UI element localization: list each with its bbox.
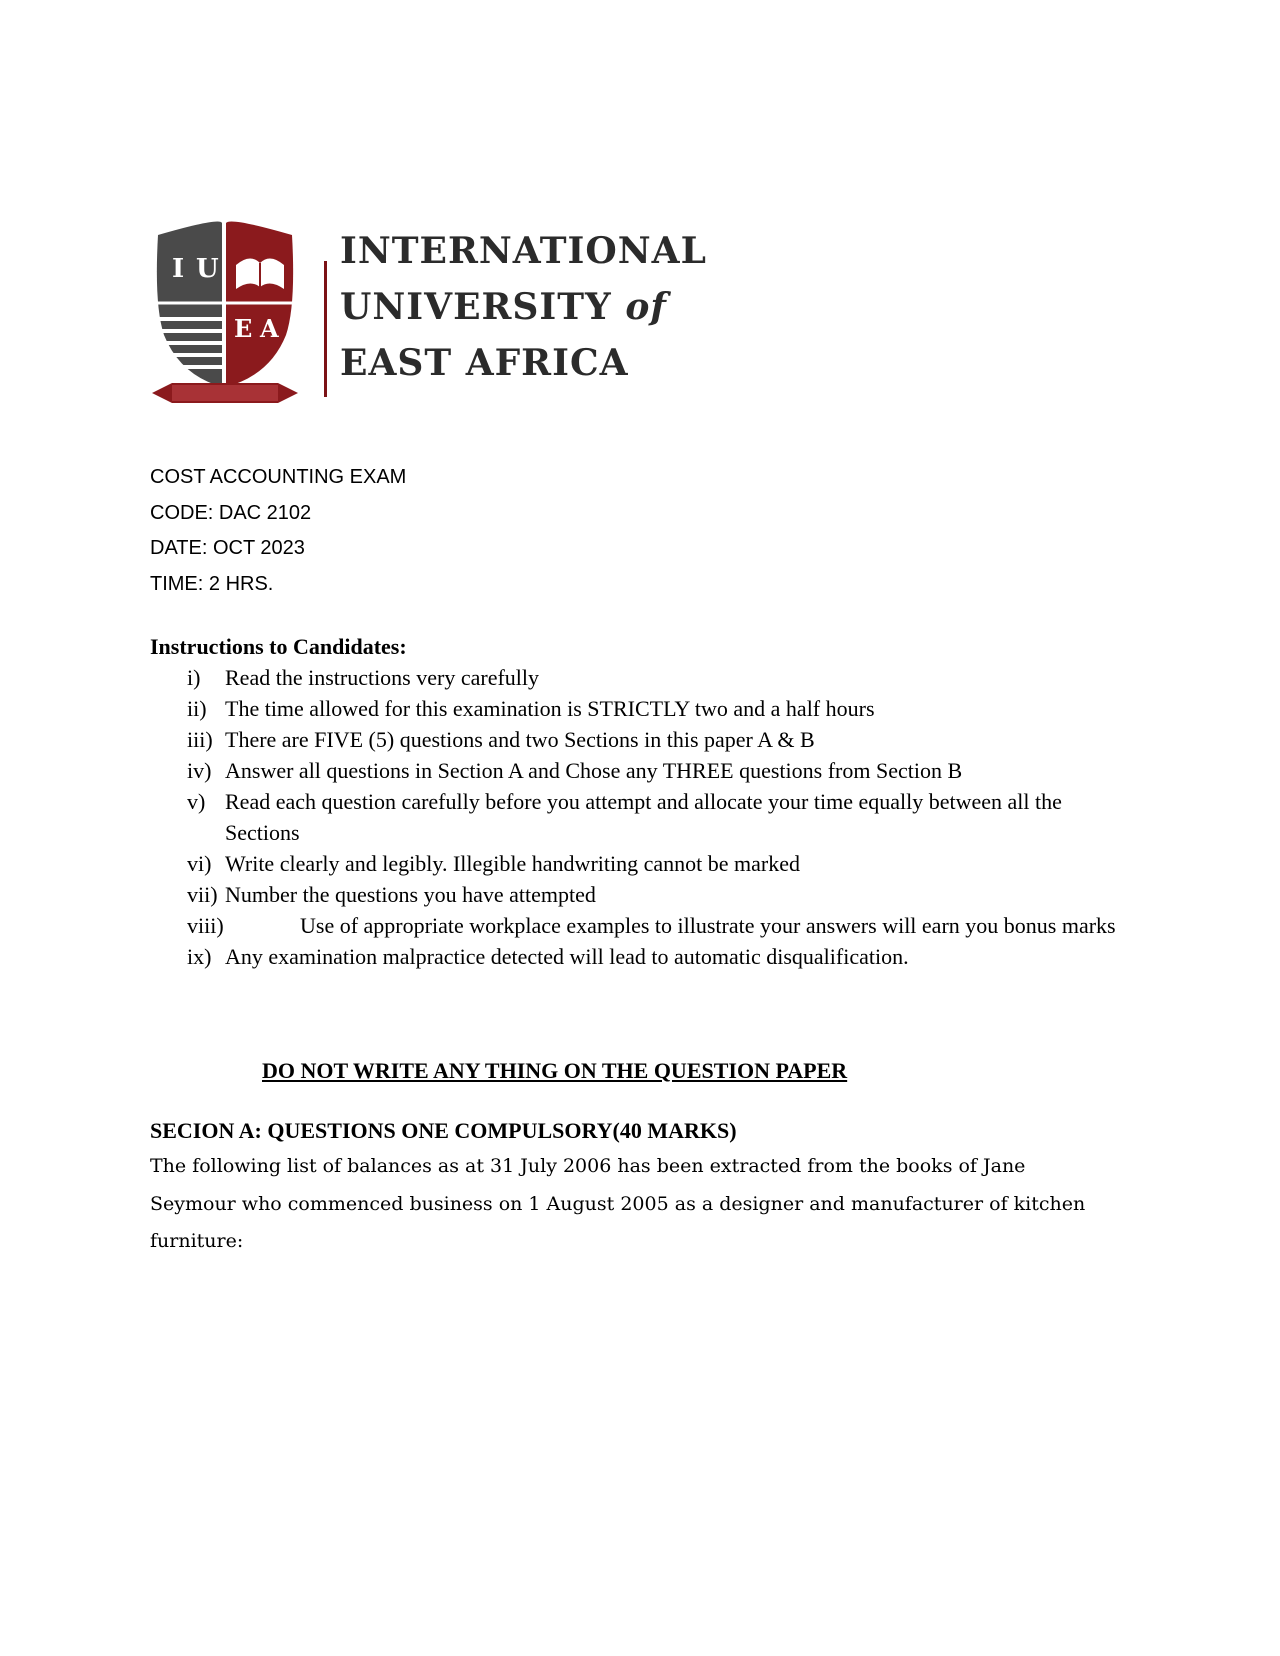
instructions-list [150, 662, 1130, 972]
item-text: Any examination malpractice detected will lead to automatic disqualification. [225, 944, 909, 969]
logo-wordmark [340, 230, 707, 401]
crest-letter: E [234, 314, 253, 343]
list-item [150, 724, 1130, 755]
item-number: v) [187, 789, 206, 814]
list-item [150, 662, 1130, 693]
crest-letter: I [172, 254, 185, 284]
list-item [150, 848, 1130, 879]
section-a-heading: SECION A: QUESTIONS ONE COMPULSORY(40 MARKS) [150, 1118, 737, 1143]
list-item [150, 879, 1130, 910]
exam-title: COST ACCOUNTING EXAM [150, 466, 407, 488]
list-item [150, 786, 1130, 848]
logo-divider [324, 261, 327, 397]
logo-line-1: INTERNATIONAL [340, 230, 707, 272]
item-text: There are FIVE (5) questions and two Sections in this paper A & B [225, 727, 815, 752]
crest-icon [150, 215, 300, 415]
logo-line-2-of: of [625, 286, 667, 328]
exam-code: CODE: DAC 2102 [150, 501, 312, 524]
exam-meta [150, 460, 406, 602]
logo-line-3: EAST AFRICA [340, 342, 629, 384]
item-number: i) [187, 665, 201, 690]
item-number: vi) [187, 851, 212, 876]
item-number: iv) [187, 758, 212, 783]
crest-letter: A [260, 314, 279, 343]
university-logo [150, 215, 707, 415]
item-number: ii) [187, 696, 207, 721]
section-a-body: The following list of balances as at 31 July 2006 has been extracted from the books of Jane Seymour who commenced business on 1 August 2005 as a designer and manufacturer of kitchen furniture: [150, 1155, 1086, 1252]
exam-time: TIME: 2 HRS. [150, 572, 274, 595]
list-item [150, 941, 1130, 972]
list-item [150, 910, 1130, 941]
item-text: Use of appropriate workplace examples to illustrate your answers will earn you bonus marks [300, 913, 1116, 938]
list-item [150, 755, 1130, 786]
item-number: ix) [187, 944, 212, 969]
item-number: vii) [187, 882, 218, 907]
item-number: iii) [187, 727, 213, 752]
item-text: Answer all questions in Section A and Chose any THREE questions from Section B [225, 758, 963, 783]
item-text: The time allowed for this examination is STRICTLY two and a half hours [225, 696, 875, 721]
instructions-heading: Instructions to Candidates: [150, 634, 407, 659]
item-text: Read each question carefully before you attempt and allocate your time equally between all the Sections [225, 789, 1062, 845]
instructions [150, 632, 1130, 972]
item-text: Write clearly and legibly. Illegible handwriting cannot be marked [225, 851, 800, 876]
exam-date: DATE: OCT 2023 [150, 537, 305, 559]
list-item [150, 693, 1130, 724]
crest-letter: U [196, 254, 219, 284]
warning-notice: DO NOT WRITE ANY THING ON THE QUESTION PAPER [262, 1058, 848, 1083]
item-text: Number the questions you have attempted [225, 882, 596, 907]
item-number: viii) [187, 913, 224, 938]
logo-line-2-main: UNIVERSITY [340, 286, 612, 328]
item-text: Read the instructions very carefully [225, 665, 540, 690]
logo-line-2 [340, 286, 707, 345]
